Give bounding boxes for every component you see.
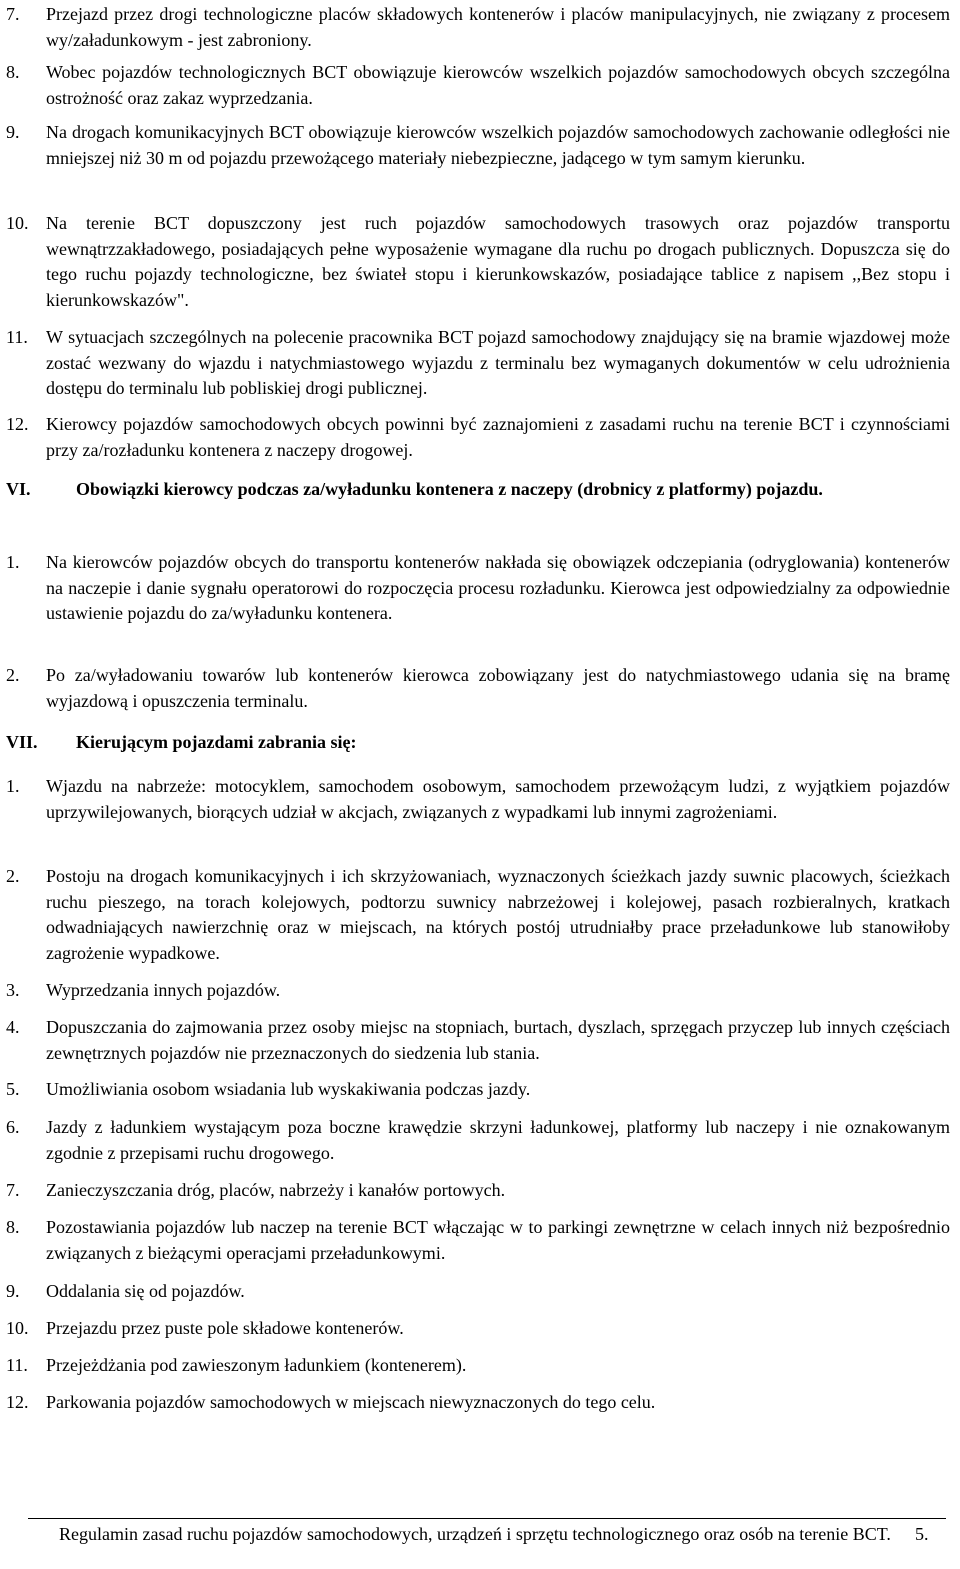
footer-divider [28,1518,946,1519]
item-text: Wobec pojazdów technologicznych BCT obowiązuje kierowców wszelkich pojazdów samochodowych obcych szczególna ostrożność oraz zakaz wyprzedzania. [46,62,950,108]
item-text: Postoju na drogach komunikacyjnych i ich skrzyżowaniach, wyznaczonych ścieżkach jazdy suwnic placowych, ścieżkach ruchu pieszego, na torach kolejowych, podtorzu suwnicy nabrzeżowej i kolejowej, pasach rozbieralnych, kratkach odwadniających nawierzchnię oraz w miejscach, na których postój utrudniałby prace przeładunkowe lub stanowiłoby zagrożenie wypadkowe. [46,866,950,963]
item-number: 1. [6,552,20,572]
section-heading-vi [6,477,950,503]
item-number: 3. [6,980,20,1000]
item-text: W sytuacjach szczególnych na polecenie pracownika BCT pojazd samochodowy znajdujący się na bramie wjazdowej może zostać wezwany do wjazdu i natychmiastowego wyjazdu z terminalu bez wymaganych dokumentów w celu udrożnienia dostępu do terminalu lub pobliskiej drogi publicznej. [46,327,950,398]
item-text: Przejazd przez drogi technologiczne placów składowych kontenerów i placów manipulacyjnych, nie związany z procesem wy/załadunkowym - jest zabroniony. [46,4,950,50]
item-number: 8. [6,62,20,82]
section-heading-vii [6,730,950,756]
item-text: Pozostawiania pojazdów lub naczep na terenie BCT włączając w to parkingi zewnętrzne w celach innych niż bezpośrednio związanych z bieżącymi operacjami przeładunkowymi. [46,1217,950,1263]
item-number: 7. [6,4,20,24]
item-number: 1. [6,776,20,796]
item-text: Na drogach komunikacyjnych BCT obowiązuje kierowców wszelkich pojazdów samochodowych zachowanie odległości nie mniejszej niż 30 m od pojazdu przewożącego materiały niebezpieczne, jadącego w tym samym kierunku. [46,122,950,168]
list-item [6,120,950,171]
list-item [6,978,950,1004]
list-item [6,1353,950,1379]
item-text: Oddalania się od pojazdów. [46,1281,245,1301]
list-item [6,1077,950,1103]
item-text: Jazdy z ładunkiem wystającym poza boczne krawędzie skrzyni ładunkowej, platformy lub naczepy i nie oznakowanym zgodnie z przepisami ruchu drogowego. [46,1117,950,1163]
item-number: 8. [6,1217,20,1237]
list-item [6,1115,950,1166]
list-item [6,774,950,825]
section-title: Obowiązki kierowcy podczas za/wyładunku kontenera z naczepy (drobnicy z platformy) pojazdu. [76,479,823,499]
item-text: Na kierowców pojazdów obcych do transportu kontenerów nakłada się obowiązek odczepiania (odryglowania) kontenerów na naczepie i danie sygnału operatorowi do rozpoczęcia procesu rozładunku. Kierowca jest odpowiedzialny za odpowiednie ustawienie pojazdu do za/wyładunku kontenera. [46,552,950,623]
item-text: Wyprzedzania innych pojazdów. [46,980,281,1000]
item-text: Parkowania pojazdów samochodowych w miejscach niewyznaczonych do tego celu. [46,1392,656,1412]
item-text: Zanieczyszczania dróg, placów, nabrzeży i kanałów portowych. [46,1180,506,1200]
list-item [6,1390,950,1416]
list-item [6,1279,950,1305]
list-item [6,2,950,53]
item-number: 7. [6,1180,20,1200]
item-number: 9. [6,1281,20,1301]
item-text: Na terenie BCT dopuszczony jest ruch pojazdów samochodowych trasowych oraz pojazdów transportu wewnątrzzakładowego, posiadających pełne wyposażenie wymagane dla ruchu po drogach publicznych. Dopuszcza się do tego ruchu pojazdy technologiczne, bez świateł stopu i kierunkowskazów, posiadające tablice z napisem ,,Bez stopu i kierunkowskazów". [46,213,950,310]
list-item [6,325,950,402]
section-title: Kierującym pojazdami zabrania się: [76,732,357,752]
item-number: 10. [6,213,29,233]
list-item [6,864,950,966]
section-number: VII. [6,732,38,752]
page-number: 5. [915,1524,929,1544]
item-text: Umożliwiania osobom wsiadania lub wyskakiwania podczas jazdy. [46,1079,531,1099]
list-item [6,211,950,313]
item-number: 11. [6,1355,28,1375]
item-number: 2. [6,665,20,685]
item-text: Przejazdu przez puste pole składowe kontenerów. [46,1318,404,1338]
list-item [6,60,950,111]
item-number: 4. [6,1017,20,1037]
item-number: 5. [6,1079,20,1099]
item-number: 11. [6,327,28,347]
item-text: Wjazdu na nabrzeże: motocyklem, samochodem osobowym, samochodem przewożącym ludzi, z wyjątkiem pojazdów uprzywilejowanych, biorących udział w akcjach, związanych z wypadkami lub innymi zagrożeniami. [46,776,950,822]
list-item [6,1178,950,1204]
item-number: 2. [6,866,20,886]
item-text: Dopuszczania do zajmowania przez osoby miejsc na stopniach, burtach, dyszlach, sprzęgach przyczep lub innych częściach zewnętrznych pojazdów nie przeznaczonych do siedzenia lub stania. [46,1017,950,1063]
item-number: 12. [6,414,29,434]
page-footer: Regulamin zasad ruchu pojazdów samochodowych, urządzeń i sprzętu technologicznego oraz osób na terenie BCT. [59,1524,891,1544]
item-number: 9. [6,122,20,142]
list-item [6,412,950,463]
section-number: VI. [6,479,31,499]
item-text: Po za/wyładowaniu towarów lub kontenerów kierowca zobowiązany jest do natychmiastowego udania się na bramę wyjazdową i opuszczenia terminalu. [46,665,950,711]
item-text: Kierowcy pojazdów samochodowych obcych powinni być zaznajomieni z zasadami ruchu na terenie BCT i czynnościami przy za/rozładunku kontenera z naczepy drogowej. [46,414,950,460]
item-number: 12. [6,1392,29,1412]
list-item [6,1316,950,1342]
item-text: Przejeżdżania pod zawieszonym ładunkiem (kontenerem). [46,1355,467,1375]
list-item [6,1015,950,1066]
item-number: 10. [6,1318,29,1338]
list-item [6,1215,950,1266]
list-item [6,663,950,714]
list-item [6,550,950,627]
item-number: 6. [6,1117,20,1137]
